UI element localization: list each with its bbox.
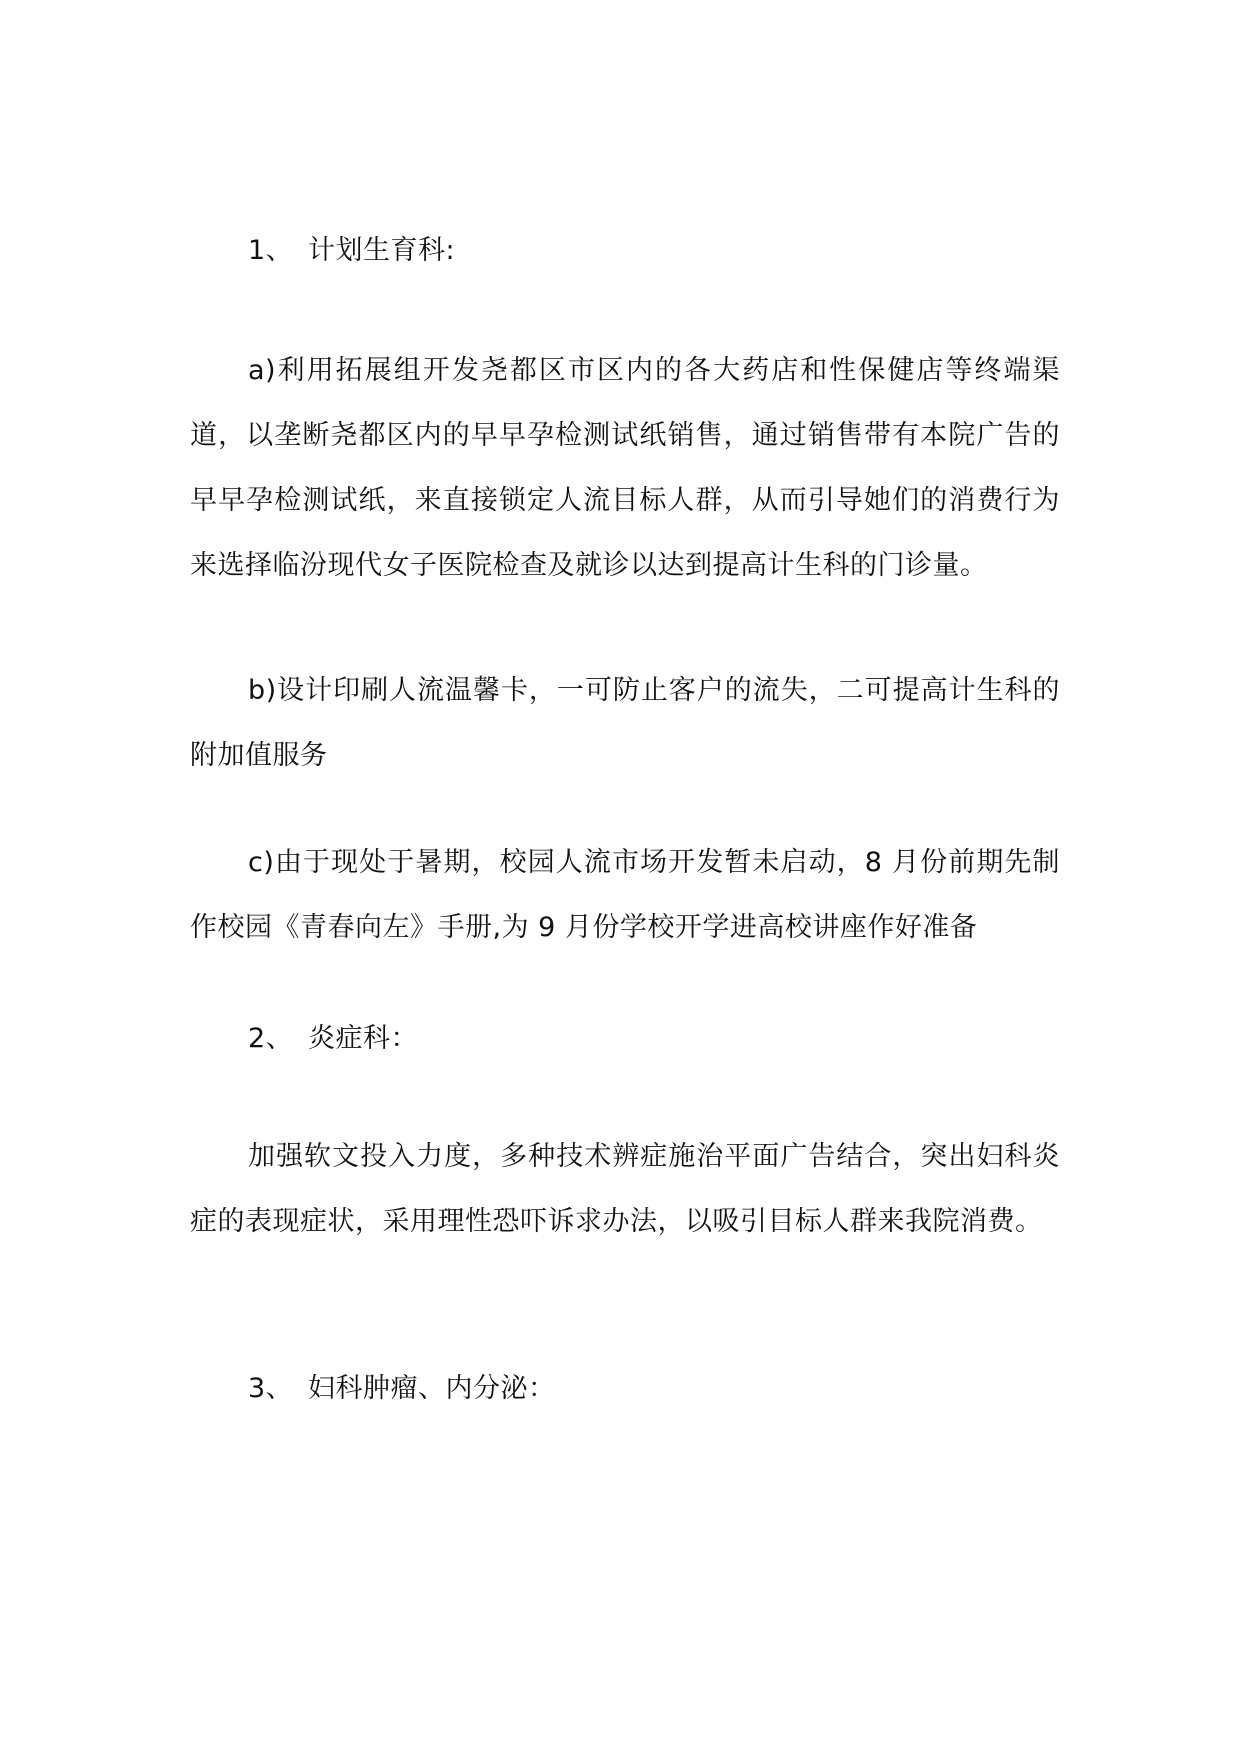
section-title-1: 计划生育科: (308, 235, 456, 266)
section-heading-3 (190, 1356, 1060, 1421)
paragraph-1c: c)由于现处于暑期，校园人流市场开发暂未启动，8 月份前期先制作校园《青春向左》手册,为 9 月份学校开学进高校讲座作好准备 (190, 847, 1060, 943)
paragraph-1a: a)利用拓展组开发尧都区市区内的各大药店和性保健店等终端渠道，以垄断尧都区内的早早孕检测试纸销售，通过销售带有本院广告的早早孕检测试纸，来直接锁定人流目标人群，从而引导她们的消费行为来选择临汾现代女子医院检查及就诊以达到提高计生科的门诊量。 (190, 355, 1060, 581)
paragraph-2: 加强软文投入力度，多种技术辨症施治平面广告结合，突出妇科炎症的表现症状，采用理性恐吓诉求办法，以吸引目标人群来我院消费。 (190, 1141, 1060, 1237)
section-number-2: 2、 (248, 1023, 294, 1054)
section-number-3: 3、 (248, 1373, 294, 1404)
section-heading-2 (190, 1006, 1060, 1071)
section-title-2: 炎症科： (308, 1023, 418, 1054)
section-number-1: 1、 (248, 235, 294, 266)
section-title-3: 妇科肿瘤、内分泌： (308, 1373, 556, 1404)
section-heading-1 (190, 218, 1060, 283)
paragraph-1b: b)设计印刷人流温馨卡，一可防止客户的流失，二可提高计生科的附加值服务 (190, 675, 1060, 771)
